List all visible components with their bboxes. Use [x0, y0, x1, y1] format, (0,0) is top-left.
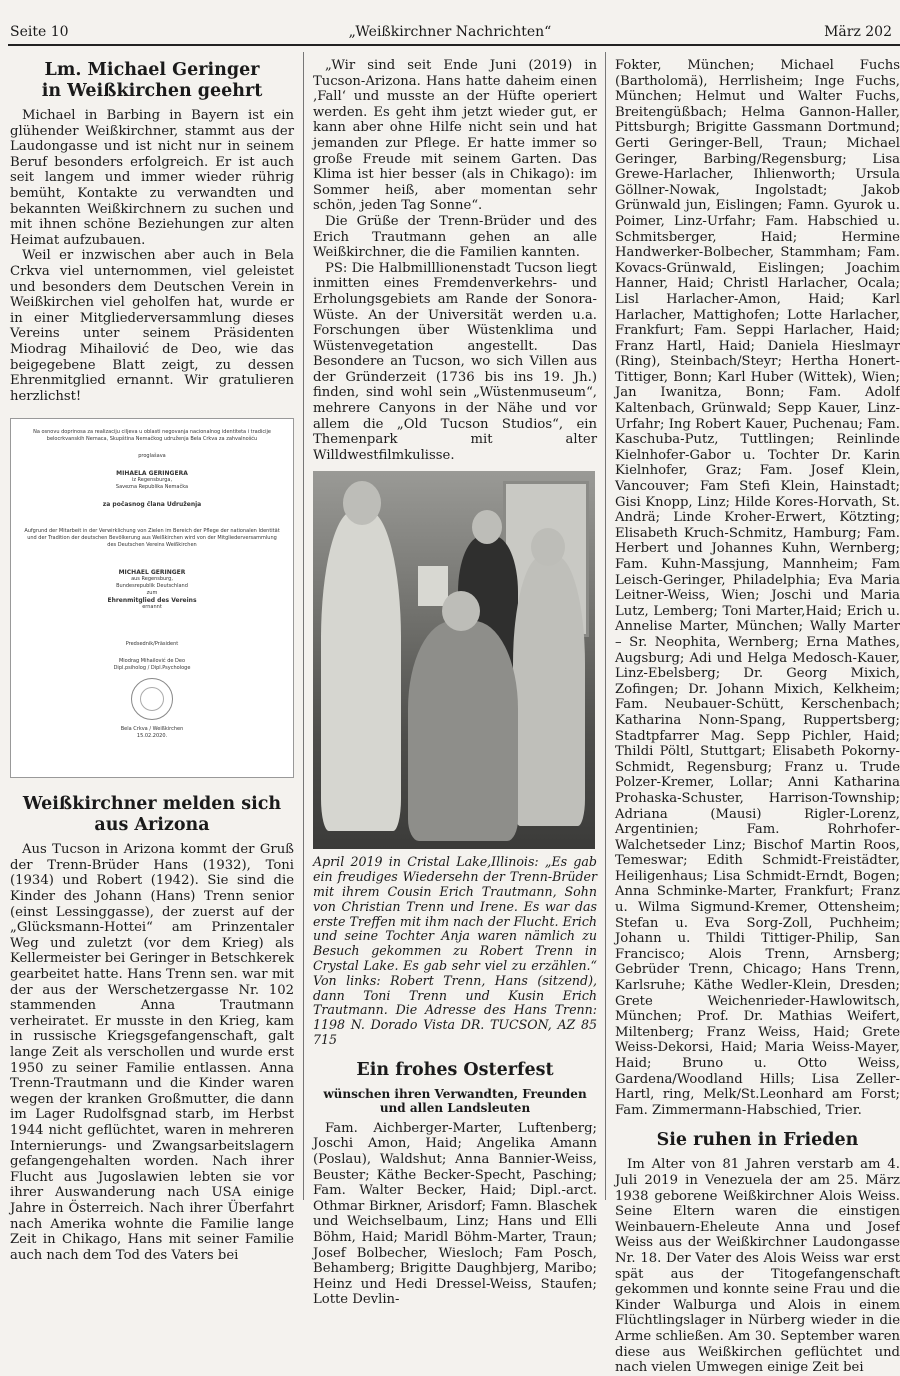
newspaper-name: „Weißkirchner Nachrichten“ [348, 24, 552, 40]
column-divider [303, 52, 304, 1200]
association-seal-icon [131, 678, 173, 720]
certificate-country-de: Bundesrepublik Deutschland [116, 583, 188, 590]
honorary-certificate [10, 418, 294, 778]
certificate-city-sr: iz Regensburga, [131, 477, 173, 484]
certificate-date: 15.02.2020. [136, 733, 168, 740]
article-paragraph: „Wir sind seit Ende Juni (2019) in Tucson-Arizona. Hans hatte daheim einen ‚Fall‘ und musste an der Hüfte operiert werden. Es geht ihm jetzt wieder gut, er kann aber ohne Hilfe nicht sein und hat jemanden zur Pflege. Er hatte immer so große Freude mit seinem Garten. Das Klima ist hier besser (als in Chikago): im Sommer heiß, aber momentan sehr schön, jeden Tag Sonne“. [313, 58, 597, 214]
page-header [0, 0, 900, 44]
easter-subtitle: wünschen ihren Verwandten, Freunden und allen Landsleuten [323, 1086, 587, 1115]
header-rule [8, 44, 900, 46]
article-paragraph: Aus Tucson in Arizona kommt der Gruß der Trenn-Brüder Hans (1932), Toni (1934) und Robert (1942). Sie sind die Kinder des Johann (Hans) Trenn senior (einst Lessinggasse), der zuerst auf der „Glücksmann-Hottei“ am Prinzentaler Weg und zuletzt (vor dem Krieg) als Kellermeister bei Geringer in Betschkerek gearbeitet hatte. Hans Trenn sen. war mit der aus der Werschetzergasse Nr. 102 stammenden Anna Trautmann verheiratet. Er musste in den Krieg, kam in russische Kriegsgefangenschaft, galt lange Zeit als verschollen und wurde erst 1950 zu seiner Familie entlassen. Anna Trenn-Trautmann und die Kinder waren wegen der kranken Großmutter, die dann im Lager Rudolfsgnad starb, im Herbst 1944 nicht geflüchtet, waren in mehreren Internierungs- und Zwangsarbeitslagern gefangengehalten worden. Nach ihrer Flucht aus Jugoslawien lebten sie vor ihrer Auswanderung nach USA einige Jahre in Österreich. Nach ihrer Überfahrt nach Amerika wohnte die Familie lange Zeit in Chikago, Hans mit seiner Familie auch nach dem Tod des Vaters bei [10, 842, 294, 1263]
certificate-president-title: Dipl.psiholog / Dipl.Psychologe [113, 665, 191, 672]
page-number: Seite 10 [10, 24, 69, 40]
greetings-list: Fam. Aichberger-Marter, Luftenberg; Joschi Amon, Haid; Angelika Amann (Poslau), Waldshut; Anna Bannier-Weiss, Beuster; Käthe Becker-Specht, Pasching; Fam. Walter Becker, Haid; Dipl.-arct. Othmar Birkner, Arisdorf; Famn. Blaschek und Weichselbaum, Linz; Hans und Elli Böhm, Haid; Maridl Böhm-Marter, Traun; Josef Bolbecher, Wiesloch; Fam Posch, Behamberg; Brigitte Daughbjerg, Maribo; Heinz und Hedi Dressel-Weiss, Staufen; Lotte Devlin- [313, 1120, 597, 1308]
issue-date: März 202 [824, 24, 892, 40]
obituary-title: Sie ruhen in Frieden [656, 1130, 859, 1151]
column-divider [605, 52, 606, 1200]
certificate-place: Bela Crkva / Weißkirchen [120, 726, 184, 733]
person-figure [513, 556, 585, 826]
column-1 [10, 50, 294, 1263]
group-photo [313, 471, 595, 849]
certificate-zum: zum [146, 590, 158, 597]
photo-caption: April 2019 in Cristal Lake,Illinois: „Es gab ein freudiges Wiedersehn der Trenn-Brüder mit ihrem Cousin Erich Trautmann, Sohn von Christian Trenn und Irene. Es war das erste Treffen mit ihm nach der Flucht. Erich und seine Tochter Anja waren nämlich zu Besuch gekommen zu Robert Trenn in Crystal Lake. Es gab sehr viel zu erzählen.“ Von links: Robert Trenn, Hans (sitzend), dann Toni Trenn und Kusin Erich Trautmann. Die Adresse des Hans Trenn: 1198 N. Dorado Vista DR. TUCSON, AZ 85 715 [313, 854, 597, 1047]
person-figure [408, 621, 518, 841]
easter-title: Ein frohes Osterfest [356, 1059, 554, 1080]
article-geringer-title: Lm. Michael Geringer in Weißkirchen geehrt [41, 60, 263, 101]
certificate-name-sr: MIHAELA GERINGERA [116, 470, 188, 478]
article-paragraph: Die Grüße der Trenn-Brüder und des Erich Trautmann gehen an alle Weißkirchner, die die Familien kannten. [313, 213, 597, 261]
greetings-list: Fokter, München; Michael Fuchs (Bartholomä), Herrlisheim; Inge Fuchs, München; Helmut und Walter Fuchs, Breitengüßbach; Helma Gannon-Haller, Pittsburgh; Brigitte Gassmann Dortmund; Gerti Geringer-Bell, Traun; Michael Geringer, Barbing/Regensburg; Lisa Grewe-Harlacher, Ihlienworth; Ursula Göllner-Nowak, Ingolstadt; Jakob Grünwald jun, Eislingen; Famn. Gyurok u. Poimer, Linz-Urfahr; Fam. Habschied u. Schmitsberger, Haid; Hermine Handwerker-Bolbecher, Stammham; Fam. Kovacs-Grünwald, Eislingen; Joachim Hanner, Haid; Christl Harlacher, Ocala; Lisl Harlacher-Amon, Haid; Karl Harlacher, Mattighofen; Lotte Harlacher, Frankfurt; Fam. Seppi Harlacher, Haid; Franz Hartl, Haid; Daniela Hieslmayr (Ring), Steinbach/Steyr; Hertha Honert-Tittiger, Bonn; Karl Huber (Wittek), Wien; Jan Iwanitza, Bonn; Fam. Adolf Kaltenbach, Grünwald; Sepp Kauer, Linz-Urfahr; Ing Robert Kauer, Puchenau; Fam. Kaschuba-Putz, Tuttlingen; Reinlinde Kielnhofer-Gabor u. Tochter Dr. Karin Kielnhofer, Graz; Fam. Josef Klein, Vancouver; Fam Stefi Klein, Hainstadt; Gisi Knopp, Linz; Hilde Kores-Horvath, St. Andrä; Linde Kroher-Erwert, Kötzting; Elisabeth Kruch-Schmitz, Hamburg; Fam. Herbert und Johannes Kuhn, Wernberg; Fam. Kuhn-Massjung, Mannheim; Fam Leisch-Geringer, Philadelphia; Eva Maria Leitner-Weiss, Wien; Joschi und Maria Lutz, Lemberg; Toni Marter,Haid; Erich u. Annelise Marter, München; Wally Marter – Sr. Neophita, Wernberg; Erna Mathes, Augsburg; Adi und Helga Medosch-Kauer, Linz-Ebelsberg; Dr. Georg Mixich, Zofingen; Dr. Johann Mixich, Kelkheim; Fam. Neubauer-Schütt, Kerschenbach; Katharina Nonn-Spang, Ruppertsberg; Stadtpfarrer Mag. Sepp Pichler, Haid; Thildi Pöltl, Stuttgart; Elisabeth Pokorny-Schmidt, Regensburg; Franz u. Trude Polzer-Kremer, Lollar; Anni Katharina Prohaska-Schuster, Harrison-Township; Adriana (Mausi) Rigler-Lorenz, Argentinien; Fam. Rohrhofer-Walchetseder Linz; Bischof Martin Roos, Temeswar; Edith Schmidt-Freistädter, Heiligenhaus; Lisa Schmidt-Erndt, Bogen; Anna Schminke-Marter, Frankfurt; Franz u. Wilma Sigmund-Kremer, Ottensheim; Stefan u. Eva Sorg-Zoll, Puchheim; Johann u. Thildi Tittiger-Philip, San Francisco; Alois Trenn, Arnsberg; Gebrüder Trenn, Chicago; Hans Trenn, Karlsruhe; Käthe Wedler-Klein, Dresden; Grete Weichenrieder-Hawlowitsch, München; Prof. Dr. Mathias Weifert, Miltenberg; Franz Weiss, Haid; Grete Weiss-Dekorsi, Haid; Maria Weiss-Mayer, Haid; Bruno u. Otto Weiss, Gardena/Woodland Hills; Lisa Zeller-Hartl, ring, Melk/St.Leonhard am Forst; Fam. Zimmermann-Habschied, Trier. [615, 58, 900, 1118]
column-3 [615, 58, 900, 1376]
certificate-president-label: Predsednik/Präsident [125, 641, 179, 648]
article-paragraph: Weil er inzwischen aber auch in Bela Crkva viel unternommen, viel geleistet und besonders dem Deutschen Verein in Weißkirchen viel geholfen hat, wurde er in einer Mitgliederversammlung dieses Vereins unter seinem Präsidenten Miodrag Mihailović de Deo, wie das beigegebene Blatt zeigt, zu dessen Ehrenmitglied ernannt. Wir gratulieren herzlichst! [10, 248, 294, 404]
article-paragraph: Michael in Barbing in Bayern ist ein glühender Weißkirchner, stammt aus der Laudongasse und ist nicht nur in seinem Beruf besonders erfolgreich. Er ist auch seit langem und immer wieder rührig bemüht, Kontakte zu verwandten und bekannten Weißkirchnern zu suchen und mit ihnen schöne Beziehungen zur alten Heimat aufzubauen. [10, 108, 294, 248]
certificate-intro-de: Aufgrund der Mitarbeit in der Verwirklichung von Zielen im Bereich der Pflege der nationalen Identität und der Tradition der deutschen Bevölkerung aus Weißkirchen wird von der Mitgliederversammlung des Deutschen Vereins Weißkirchen [24, 528, 280, 549]
article-paragraph: Im Alter von 81 Jahren verstarb am 4. Juli 2019 in Venezuela der am 25. März 1938 geborene Weißkirchner Alois Weiss. Seine Eltern waren die einstigen Weinbauern-Eheleute Anna und Josef Weiss aus der Weißkirchner Laudongasse Nr. 18. Der Vater des Alois Weiss war erst spät aus der Titogefangenschaft gekommen und konnte seine Frau und die Kinder Walburga und Alois in einem Flüchtlingslager in Nürberg wieder in die Arme schließen. Am 30. September waren diese aus Weißkirchen geflüchtet und nach vielen Umwegen einige Zeit bei [615, 1157, 900, 1376]
certificate-name-de: MICHAEL GERINGER [118, 569, 186, 577]
certificate-intro-sr: Na osnovu doprinosa za realizaciju ciljeva u oblasti negovanja nacionalnog identiteta i tradicije belocrkvanskih Nemaca, Skupština Nemačkog udruženja Bela Crkva za zahvalnošću [33, 429, 271, 443]
article-paragraph: PS: Die Halbmilllionenstadt Tucson liegt inmitten eines Fremdenverkehrs- und Erholungsgebiets am Rande der Sonora-Wüste. An der Universität werden u.a. Forschungen über Wüstenklima und Wüstenvegetation angestellt. Das Besondere an Tucson, wo sich Villen aus der Gründerzeit (1736 bis ins 19. Jh.) finden, sind wohl sein „Wüstenmuseum“, mehrere Canyons in der Nähe und vor allem die „Old Tucson Studios“, ein Themenpark mit alter Willdwestfilmkulisse. [313, 260, 597, 463]
certificate-role-de: Ehrenmitglied des Vereins [107, 597, 197, 605]
certificate-city-de: aus Regensburg, [131, 576, 173, 583]
article-arizona-title: Weißkirchner melden sich aus Arizona [22, 794, 282, 836]
person-figure [321, 511, 401, 831]
certificate-country-sr: Savezna Republika Nemačka [115, 484, 189, 491]
certificate-ernannt: ernannt [142, 604, 162, 611]
column-2 [313, 58, 597, 1308]
certificate-proclaims: proglašava [138, 453, 166, 460]
certificate-president-name: Miodrag Mihailović de Deo [118, 658, 186, 665]
certificate-role-sr: za počasnog člana Udruženja [102, 501, 202, 509]
